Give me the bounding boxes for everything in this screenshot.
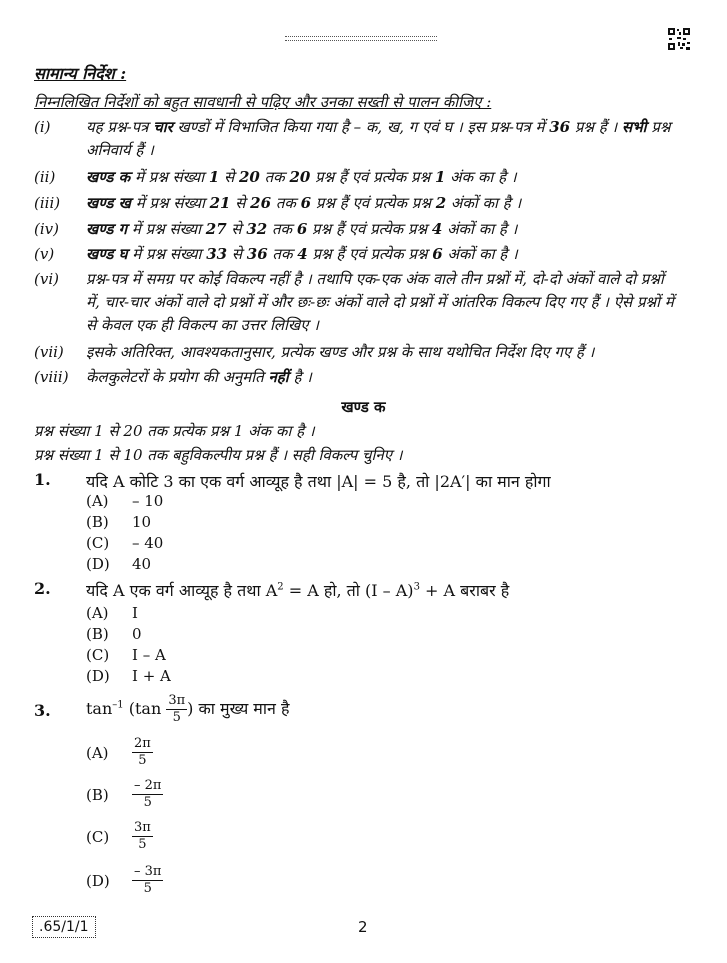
option-value: – 40 — [132, 534, 164, 552]
section-note: प्रश्न संख्या 1 से 20 तक प्रत्येक प्रश्न 1 अंक का है । — [34, 422, 315, 440]
option-label: (D) — [86, 667, 110, 685]
instruction-number: (viii) — [34, 368, 69, 386]
section-title: खण्ड क — [341, 398, 386, 416]
question-number: 1. — [34, 470, 51, 489]
instruction-text: यह प्रश्न-पत्र चार खण्डों में विभाजित किया गया है – क, ख, ग एवं घ । इस प्रश्न-पत्र में 36 प्रश्न हैं । सभी प्रश्न अनिवार्य हैं । — [86, 118, 671, 159]
general-instructions-title: सामान्य निर्देश : — [34, 64, 127, 83]
option-value: 0 — [132, 625, 142, 643]
instruction-text: खण्ड ग में प्रश्न संख्या 27 से 32 तक 6 प्रश्न हैं एवं प्रत्येक प्रश्न 4 अंकों का है । — [86, 220, 518, 238]
option-value: $\frac{- 3\pi}{5}$ — [134, 864, 162, 896]
instruction-text: खण्ड घ में प्रश्न संख्या 33 से 36 तक 4 प्रश्न हैं एवं प्रत्येक प्रश्न 6 अंकों का है । — [86, 245, 518, 263]
question-text: यदि A एक वर्ग आव्यूह है तथा $A^2 = A$ हो, तो (I – A)$^3$ + A बराबर है — [86, 581, 510, 600]
option-value: 10 — [132, 513, 152, 531]
option-label: (B) — [86, 513, 109, 531]
instruction-text: खण्ड क में प्रश्न संख्या 1 से 20 तक 20 प्रश्न हैं एवं प्रत्येक प्रश्न 1 अंक का है । — [86, 168, 517, 186]
option-label: (A) — [86, 492, 109, 510]
option-label: (C) — [86, 534, 110, 552]
question-text: $\tan^{-1} (\tan$ $\frac{3\pi}{5}$ ) का मुख्य मान है — [86, 693, 290, 725]
option-value: I + A — [132, 667, 171, 685]
option-label: (D) — [86, 872, 110, 890]
instruction-number: (vi) — [34, 270, 59, 288]
section-note: प्रश्न संख्या 1 से 10 तक बहुविकल्पीय प्रश्न हैं । सही विकल्प चुनिए । — [34, 446, 403, 464]
paper-code: .65/1/1 — [32, 916, 96, 938]
instruction-number: (v) — [34, 245, 55, 263]
option-value: I – A — [132, 646, 166, 664]
header-rule — [285, 36, 437, 41]
instruction-text: प्रश्न-पत्र में समग्र पर कोई विकल्प नहीं है । तथापि एक-एक अंक वाले तीन प्रश्नों में, दो-दो अंकों वाले दो प्रश्नों में, चार-चार अंकों वाले दो प्रश्नों में और छः-छः अंकों वाले दो प्रश्नों में आंतरिक विकल्प दिए गए हैं । ऐसे प्रश्नों में से केवल एक ही विकल्प का उत्तर लिखिए । — [86, 270, 674, 334]
instruction-text: इसके अतिरिक्त, आवश्यकतानुसार, प्रत्येक खण्ड और प्रश्न के साथ यथोचित निर्देश दिए गए हैं । — [86, 343, 595, 361]
option-value: $\frac{2\pi}{5}$ — [134, 736, 151, 768]
fraction: $\frac{3\pi}{5}$ — [168, 693, 186, 725]
option-value: 40 — [132, 555, 152, 573]
option-label: (A) — [86, 744, 109, 762]
instruction-text: केलकुलेटरों के प्रयोग की अनुमति नहीं है । — [86, 368, 312, 386]
option-label: (C) — [86, 828, 110, 846]
page-number: 2 — [358, 918, 368, 936]
option-label: (A) — [86, 604, 109, 622]
option-value: $\frac{3\pi}{5}$ — [134, 820, 151, 852]
instruction-number: (iii) — [34, 194, 61, 212]
instruction-text: खण्ड ख में प्रश्न संख्या 21 से 26 तक 6 प्रश्न हैं एवं प्रत्येक प्रश्न 2 अंकों का है । — [86, 194, 522, 212]
option-value: – 10 — [132, 492, 164, 510]
option-label: (D) — [86, 555, 110, 573]
instruction-number: (ii) — [34, 168, 56, 186]
option-value: I — [132, 604, 138, 622]
instruction-number: (vii) — [34, 343, 64, 361]
question-text: यदि A कोटि 3 का एक वर्ग आव्यूह है तथा |A| = 5 है, तो |2A′| का मान होगा — [86, 472, 551, 491]
instructions-intro: निम्नलिखित निर्देशों को बहुत सावधानी से पढ़िए और उनका सख्ती से पालन कीजिए : — [34, 93, 492, 111]
option-label: (C) — [86, 646, 110, 664]
instruction-number: (i) — [34, 118, 51, 136]
question-number: 2. — [34, 579, 51, 598]
option-label: (B) — [86, 625, 109, 643]
question-number: 3. — [34, 701, 51, 720]
instruction-number: (iv) — [34, 220, 59, 238]
qr-code-icon — [668, 28, 690, 50]
option-label: (B) — [86, 786, 109, 804]
option-value: $\frac{- 2\pi}{5}$ — [134, 778, 162, 810]
